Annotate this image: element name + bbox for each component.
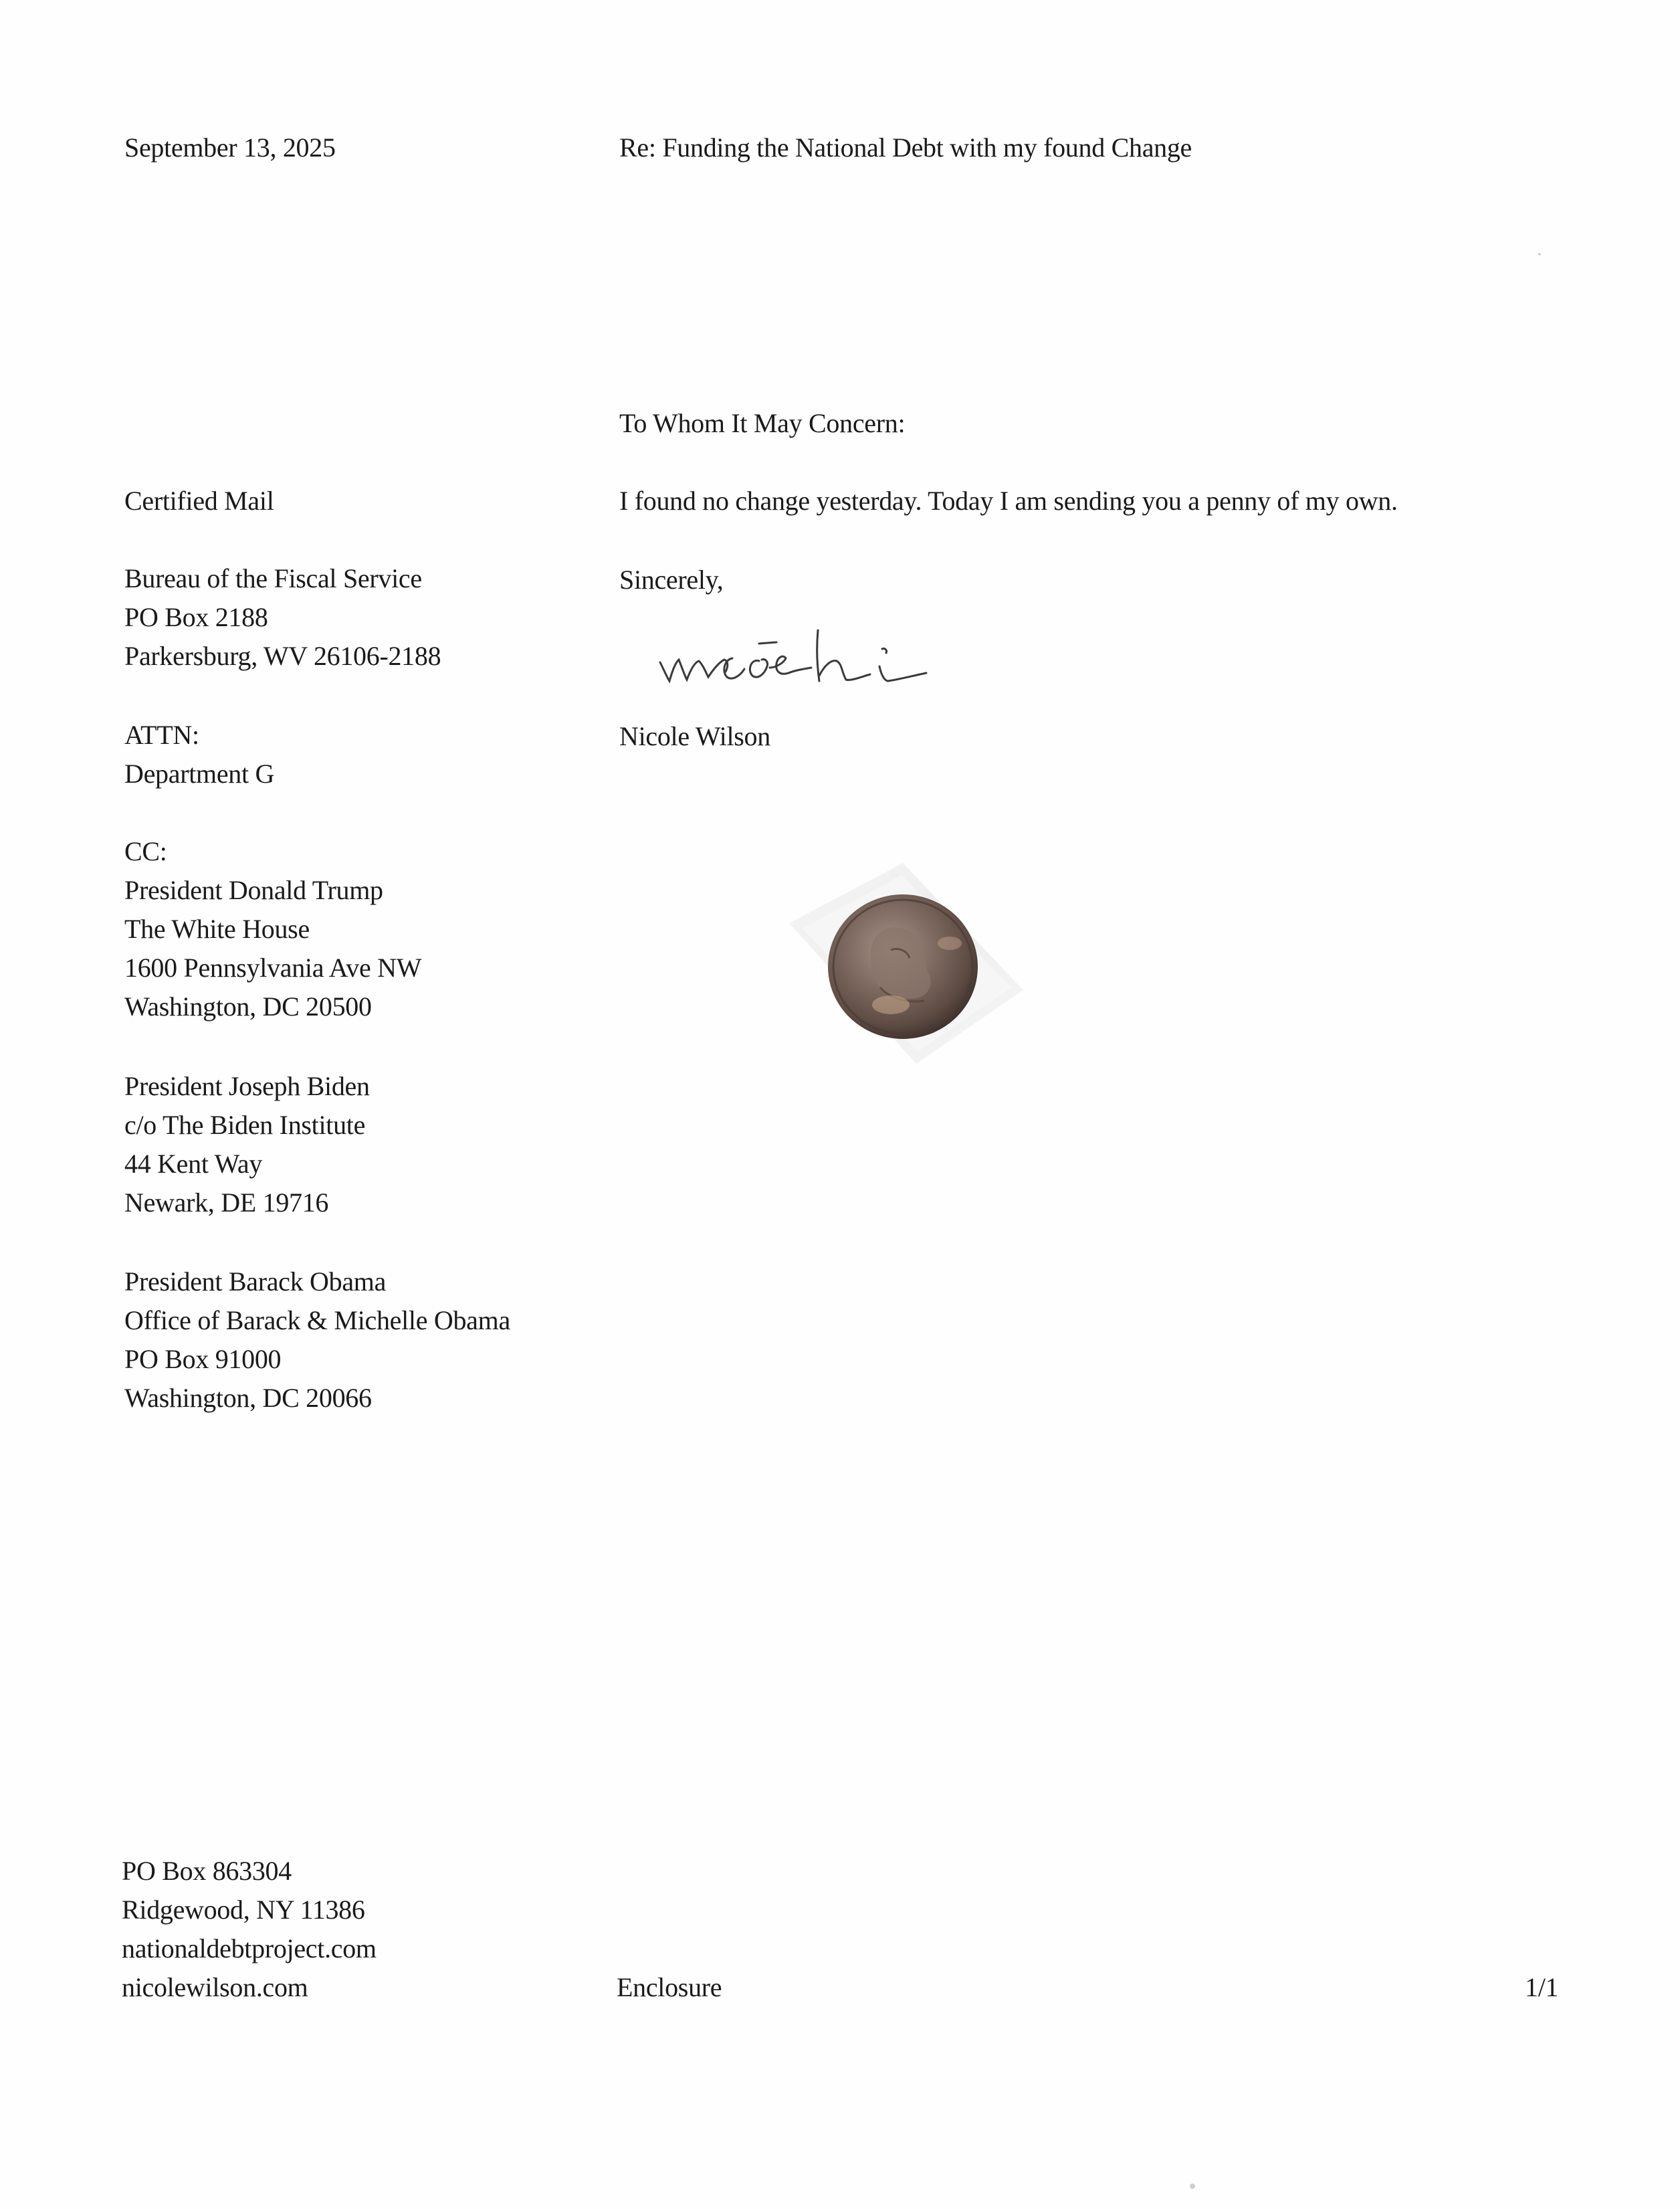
scan-speck	[1538, 253, 1541, 256]
cc-line: Washington, DC 20066	[124, 1383, 372, 1413]
cc-line: The White House	[124, 914, 310, 944]
signature-image	[652, 615, 953, 702]
enclosure-label: Enclosure	[617, 1972, 722, 2002]
signer-name: Nicole Wilson	[619, 721, 770, 751]
recipient-address	[124, 559, 441, 676]
cc-line: Office of Barack & Michelle Obama	[124, 1305, 510, 1335]
sender-website: nationaldebtproject.com	[122, 1933, 377, 1963]
cc-line: President Barack Obama	[124, 1266, 387, 1296]
letter-body: I found no change yesterday. Today I am sending you a penny of my own.	[619, 486, 1398, 516]
delivery-method: Certified Mail	[124, 486, 274, 516]
letter-date: September 13, 2025	[124, 132, 336, 163]
cc-line: 1600 Pennsylvania Ave NW	[124, 953, 422, 983]
scan-speck	[1190, 2184, 1195, 2189]
salutation: To Whom It May Concern:	[619, 408, 906, 438]
cc-line: c/o The Biden Institute	[124, 1110, 366, 1140]
recipient-line: Parkersburg, WV 26106-2188	[124, 641, 441, 671]
cc-block-2	[124, 1067, 370, 1222]
attn-block	[124, 716, 274, 793]
attn-label: ATTN:	[124, 720, 199, 750]
closing: Sincerely,	[619, 565, 724, 595]
cc-line: President Joseph Biden	[124, 1071, 370, 1101]
sender-address	[122, 1852, 377, 2007]
attn-value: Department G	[124, 759, 275, 789]
recipient-line: Bureau of the Fiscal Service	[124, 563, 422, 593]
cc-line: Newark, DE 19716	[124, 1187, 329, 1218]
cc-block-1	[124, 832, 421, 1026]
sender-line: PO Box 863304	[122, 1856, 292, 1886]
penny-enclosure-image	[749, 850, 1043, 1077]
page-number: 1/1	[1525, 1972, 1559, 2002]
cc-line: President Donald Trump	[124, 875, 383, 905]
recipient-line: PO Box 2188	[124, 602, 268, 632]
sender-website: nicolewilson.com	[122, 1972, 308, 2002]
cc-line: PO Box 91000	[124, 1344, 282, 1374]
cc-line: Washington, DC 20500	[124, 991, 372, 1022]
cc-line: 44 Kent Way	[124, 1149, 263, 1179]
cc-label: CC:	[124, 836, 167, 866]
sender-line: Ridgewood, NY 11386	[122, 1895, 365, 1925]
letter-subject: Re: Funding the National Debt with my found Change	[619, 132, 1192, 163]
cc-block-3	[124, 1262, 510, 1418]
